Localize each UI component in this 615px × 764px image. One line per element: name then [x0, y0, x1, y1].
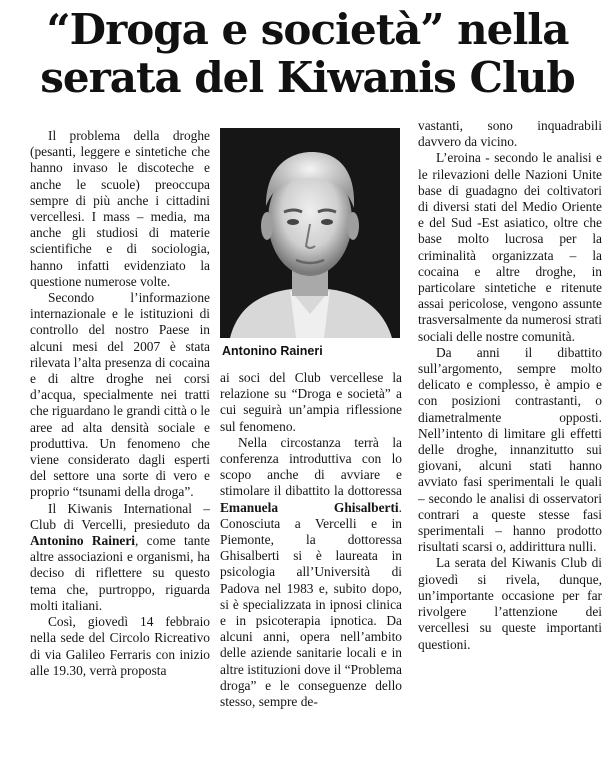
president-name: Antonino Raineri: [30, 533, 136, 549]
article-headline: [0, 6, 615, 102]
article-column-3: [418, 118, 602, 653]
portrait-photo: [220, 128, 400, 338]
col2-paragraph-2: [220, 435, 402, 710]
photo-caption: Antonino Raineri: [222, 344, 323, 358]
col2-p2-end: . Conosciuta a Vercelli e in Piemonte, la dottoressa Ghisalberti si è laureata in psicologia all’Università di Padova nel 1983 e, subito dopo, si è specializzata in ipnosi clinica e in psicoterapia ipnotica. Da alcuni anni, opera nell’ambito delle aziende sanitarie locali e in altre istituzioni dove il “Problema droga” e le conseguenze dello stesso, sempre de-: [220, 499, 402, 710]
article-column-2: [220, 370, 402, 710]
col1-paragraph-3: [30, 501, 210, 614]
col3-paragraph-1: vastanti, sono inquadrabili davvero da vicino.: [418, 118, 602, 150]
headline-line-2: serata del Kiwanis Club: [40, 53, 575, 102]
col1-p3-end: , come tante altre associazioni e organismi, ha deciso di riflettere su questo tema che, purtroppo, riguarda molti italiani.: [30, 533, 210, 613]
col2-p2-start: Nella circostanza terrà la conferenza introduttiva con lo scopo anche di avviare e stimolare il dibattito la dottoressa: [220, 434, 402, 499]
speaker-name: Emanuela Ghisalberti: [220, 499, 399, 515]
col1-paragraph-4: Così, giovedì 14 febbraio nella sede del Circolo Ricreativo di via Galileo Ferraris con inizio alle 19.30, verrà proposta: [30, 614, 210, 678]
article-column-1: [30, 128, 210, 679]
col1-paragraph-2: Secondo l’informazione internazionale e le istituzioni di controllo del nostro Paese in alcuni mesi del 2007 è stata rilevata l’alta presenza di cocaina e di altre droghe nei corsi d’acqua, specialmente nei tratti che riguardano le grandi città o le aree ad alta densità sociale e produttiva. Un fenomeno che viene considerato dagli esperti del settore una sorte di vero e proprio “tsunami della droga”.: [30, 290, 210, 500]
portrait-image: [220, 128, 400, 338]
col1-p3-start: Il Kiwanis International – Club di Vercelli, presieduto da: [30, 500, 210, 532]
col3-paragraph-2: L’eroina - secondo le analisi e le rilevazioni delle Nazioni Unite base di guadagno dei coltivatori di diversi stati del Medio Oriente e del Sud -Est asiatico, oltre che base molto lucrosa per la criminalità organizzata – la cocaina e altre droghe, in particolare sintetiche e ritenute assai pericolose, vengono assunte trasversalmente da numerosi strati sociali delle nostre comunità.: [418, 150, 602, 344]
col1-paragraph-1: Il problema della droghe (pesanti, leggere e sintetiche che hanno invaso le discoteche e anche le scuole) preoccupa sempre di più anche i cittadini vercellesi. I mass – media, ma anche gli studiosi di materie scientifiche e di sociologia, hanno infatti evidenziato la questione numerose volte.: [30, 128, 210, 289]
headline-line-1: “Droga e società” nella: [46, 5, 569, 54]
col3-paragraph-3: Da anni il dibattito sull’argomento, sempre molto delicato e complesso, è ampio e con posizioni contrastanti, o diametralmente opposti. Nell’intento di limitare gli effetti delle droghe, innanzitutto sui giovani, alcuni stati hanno avviato fasi sperimentali le quali – secondo le analisi di osservatori contrari a queste stesse fasi sperimentali – hanno prodotto risultati scarsi o, addirittura nulli.: [418, 344, 602, 555]
col3-paragraph-4: La serata del Kiwanis Club di giovedì si rivela, dunque, un’importante occasione per far rivolgere l’attenzione dei vercellesi su queste importanti questioni.: [418, 555, 602, 652]
col2-paragraph-1: ai soci del Club vercellese la relazione su “Droga e società” a cui seguirà un’ampia riflessione sul fenomeno.: [220, 370, 402, 434]
